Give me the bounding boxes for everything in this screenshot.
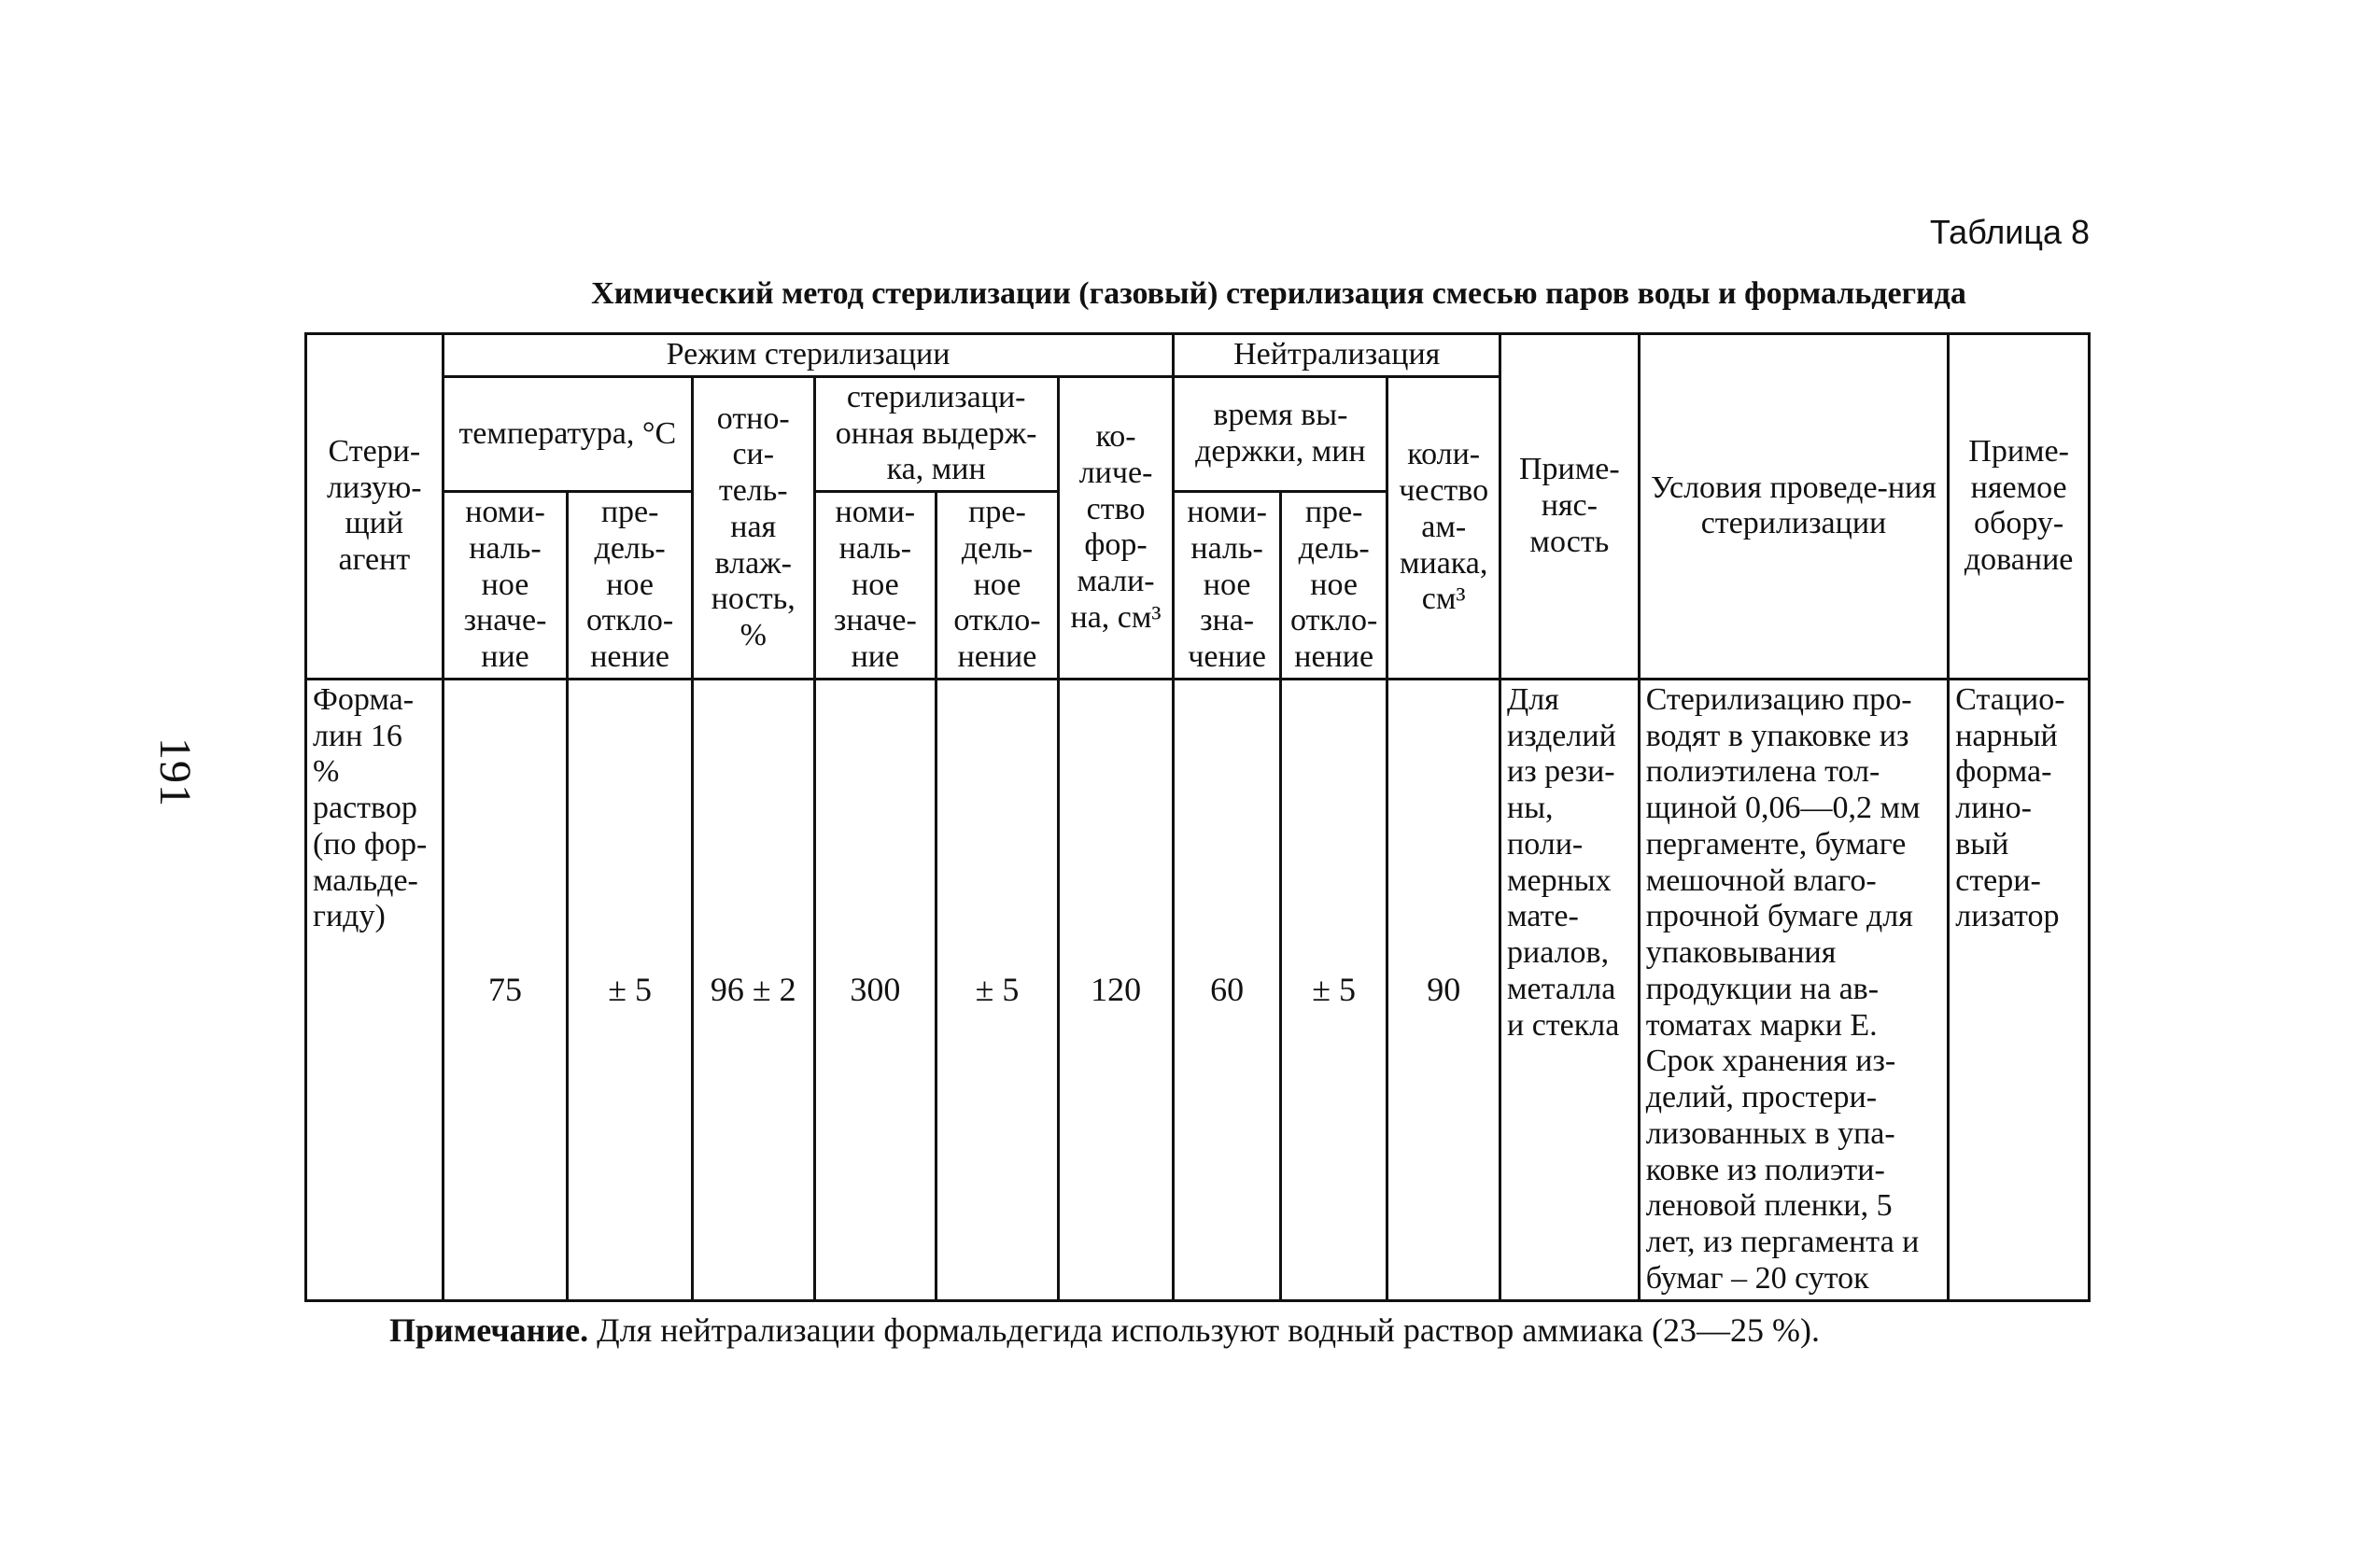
cell-formalin-amount: 120: [1058, 679, 1174, 1300]
table-row: [306, 679, 2090, 1300]
cell-conditions: Стерилизацию про-водят в упаковке из полиэтилена тол-щиной 0,06—0,2 мм пергаменте, бумаге мешочной влаго-прочной бумаге для упаковывания продукции на ав-томатах марки Е. Срок хранения из-делий, простери-лизованных в упа-ковке из полиэти-леновой пленки, 5 лет, из пергамента и бумаг – 20 суток: [1639, 679, 1949, 1300]
header-conditions: Условия проведе-ния стерилизации: [1639, 334, 1949, 680]
header-exposure-deviation: пре-дель-ное откло-нение: [937, 492, 1059, 680]
cell-exposure-deviation: ± 5: [937, 679, 1059, 1300]
note-label: Примечание.: [389, 1311, 589, 1349]
cell-hold-deviation: ± 5: [1280, 679, 1387, 1300]
header-exposure-nominal: номи-наль-ное значе-ние: [814, 492, 937, 680]
sterilization-table: [304, 332, 2091, 1302]
header-temp-deviation: пре-дель-ное откло-нение: [568, 492, 693, 680]
header-row-1: [306, 334, 2090, 377]
cell-applicability: Для изделий из рези-ны, поли-мерных мате-риалов, металла и стекла: [1500, 679, 1640, 1300]
header-temperature: температура, °С: [443, 376, 692, 491]
cell-hold-nominal: 60: [1174, 679, 1281, 1300]
note-text: Для нейтрализации формальдегида используют водный раствор аммиака (23—25 %).: [588, 1311, 1820, 1349]
cell-temp-nominal: 75: [443, 679, 568, 1300]
cell-agent: Форма-лин 16 % раствор (по фор-мальде-гиду): [306, 679, 444, 1300]
cell-temp-deviation: ± 5: [568, 679, 693, 1300]
header-humidity: отно-си-тель-ная влаж-ность, %: [692, 376, 814, 679]
table-label: Таблица 8: [1929, 213, 2090, 251]
cell-equipment: Стацио-нарный форма-лино-вый стери-лизатор: [1949, 679, 2090, 1300]
header-hold-nominal: номи-наль-ное зна-чение: [1174, 492, 1281, 680]
page-number: 191: [150, 737, 200, 807]
cell-ammonia-amount: 90: [1387, 679, 1500, 1300]
header-agent: Стери-лизую-щий агент: [306, 334, 444, 680]
header-applicability: Приме- няс-мость: [1500, 334, 1640, 680]
header-hold-deviation: пре-дель-ное откло-нение: [1280, 492, 1387, 680]
header-hold-time: время вы-держки, мин: [1174, 376, 1387, 491]
header-regime: Режим стерилизации: [443, 334, 1174, 377]
header-equipment: Приме-няемое обору-дование: [1949, 334, 2090, 680]
cell-humidity: 96 ± 2: [692, 679, 814, 1300]
table-note: [389, 1311, 1820, 1350]
cell-exposure-nominal: 300: [814, 679, 937, 1300]
table-title: [304, 276, 2380, 312]
header-temp-nominal: номи-наль-ное значе-ние: [443, 492, 568, 680]
header-ammonia-amount: коли-чество ам-миака, см³: [1387, 376, 1500, 679]
header-neutralization: Нейтрализация: [1174, 334, 1500, 377]
header-formalin-amount: ко-личе-ство фор-мали-на, см³: [1058, 376, 1174, 679]
table-title-text: Химический метод стерилизации (газовый) стерилизация смесью паров воды и формальдегида: [591, 276, 1966, 311]
header-exposure: стерилизаци-онная выдерж-ка, мин: [814, 376, 1058, 491]
